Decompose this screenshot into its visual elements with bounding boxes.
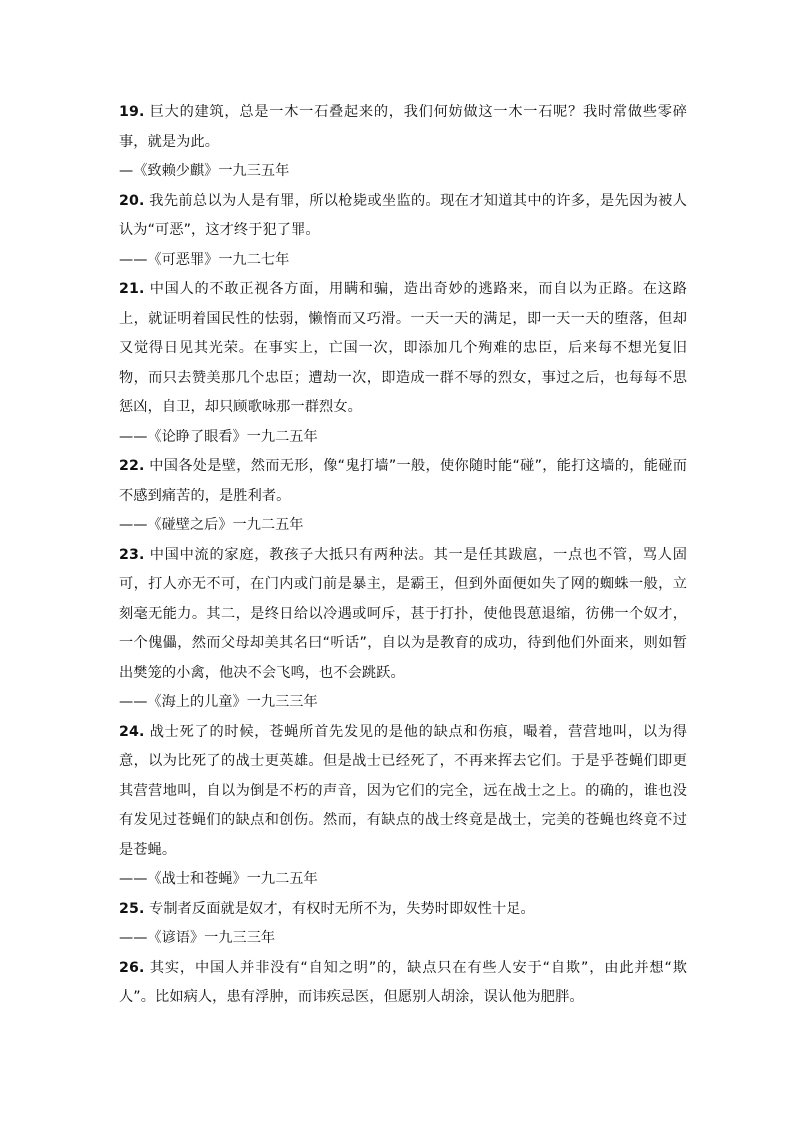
- quote-text: 巨大的建筑，总是一木一石叠起来的，我们何妨做这一木一石呢？我时常做些零碎事，就是为此。: [119, 104, 687, 150]
- quote-paragraph: [119, 895, 687, 925]
- quote-source: ——《可恶罪》一九二七年: [119, 251, 290, 268]
- quote-source: ——《碰壁之后》一九二五年: [119, 517, 304, 533]
- quote-entry-25: [119, 895, 687, 954]
- quote-text: 中国人的不敢正视各方面，用瞒和骗，造出奇妙的逃路来，而自以为正路。在这路上，就证明着国民性的怯弱，懒惰而又巧滑。一天一天的满足，即一天一天的堕落，但却又觉得日见其光荣。在事实上，亡国一次，即添加几个殉难的忠臣，后来每不想光复旧物，而只去赞美那几个忠臣；遭劫一次，即造成一群不辱的烈女，事过之后，也每每不思惩凶，自卫，却只顾歌咏那一群烈女。: [119, 281, 687, 415]
- quote-number: 22.: [119, 458, 145, 474]
- quote-text: 专制者反面就是奴才，有权时无所不为，失势时即奴性十足。: [144, 900, 535, 917]
- quote-number: 26.: [119, 959, 145, 976]
- quote-paragraph: [119, 541, 687, 689]
- quote-number: 23.: [119, 546, 145, 563]
- quote-paragraph: [119, 452, 687, 511]
- quote-text: 其实，中国人并非没有“自知之明”的，缺点只在有些人安于“自欺”，由此并想“欺人”。比如病人，患有浮肿，而讳疾忌医，但愿别人胡涂，误认他为肥胖。: [119, 959, 687, 1005]
- quote-text: 战士死了的时候，苍蝇所首先发见的是他的缺点和伤痕，嘬着，营营地叫，以为得意，以为比死了的战士更英雄。但是战士已经死了，不再来挥去它们。于是乎苍蝇们即更其营营地叫，自以为倒是不朽的声音，因为它们的完全，远在战士之上。的确的，谁也没有发见过苍蝇们的缺点和创伤。然而，有缺点的战士终竟是战士，完美的苍蝇也终竟不过是苍蝇。: [119, 723, 687, 858]
- quote-source: ——《战士和苍蝇》一九二五年: [119, 871, 318, 887]
- quote-entry-22: [119, 452, 687, 541]
- quote-source: ——《论睁了眼看》一九二五年: [119, 428, 318, 445]
- quote-paragraph: [119, 187, 687, 246]
- quote-text: 我先前总以为人是有罪，所以枪毙或坐监的。现在才知道其中的许多，是先因为被人认为“可恶”，这才终于犯了罪。: [119, 192, 687, 238]
- quote-text: 中国中流的家庭，教孩子大抵只有两种法。其一是任其跋扈，一点也不管，骂人固可，打人亦无不可，在门内或门前是暴主，是霸王，但到外面便如失了网的蜘蛛一般，立刻毫无能力。其二，是终日给以冷遇或呵斥，甚于打扑，使他畏葸退缩，彷佛一个奴才，一个傀儡，然而父母却美其名曰“听话”，自以为是教育的成功，待到他们外面来，则如暂出樊笼的小禽，他决不会飞鸣，也不会跳跃。: [119, 546, 687, 681]
- document-page: [119, 98, 687, 1013]
- quote-number: 25.: [119, 900, 145, 917]
- quote-number: 20.: [119, 192, 145, 209]
- quote-source: ——《海上的儿童》一九三三年: [119, 694, 318, 710]
- quote-entry-23: [119, 541, 687, 718]
- quote-number: 21.: [119, 281, 145, 297]
- quote-paragraph: [119, 954, 687, 1013]
- quote-number: 24.: [119, 723, 145, 740]
- quote-entry-21: [119, 275, 687, 452]
- quote-paragraph: [119, 718, 687, 866]
- quote-text: 中国各处是壁，然而无形，像“鬼打墙”一般，使你随时能“碰”，能打这墙的，能碰而不感到痛苦的，是胜利者。: [119, 458, 687, 504]
- quote-paragraph: [119, 275, 687, 423]
- quote-entry-24: [119, 718, 687, 895]
- quote-entry-26: [119, 954, 687, 1013]
- quote-paragraph: [119, 98, 687, 157]
- quote-entry-19: [119, 98, 687, 187]
- quote-source: ——《谚语》一九三三年: [119, 930, 276, 946]
- quote-source: —《致赖少麒》一九三五年: [119, 163, 290, 179]
- quote-number: 19.: [119, 104, 145, 120]
- quote-entry-20: [119, 187, 687, 276]
